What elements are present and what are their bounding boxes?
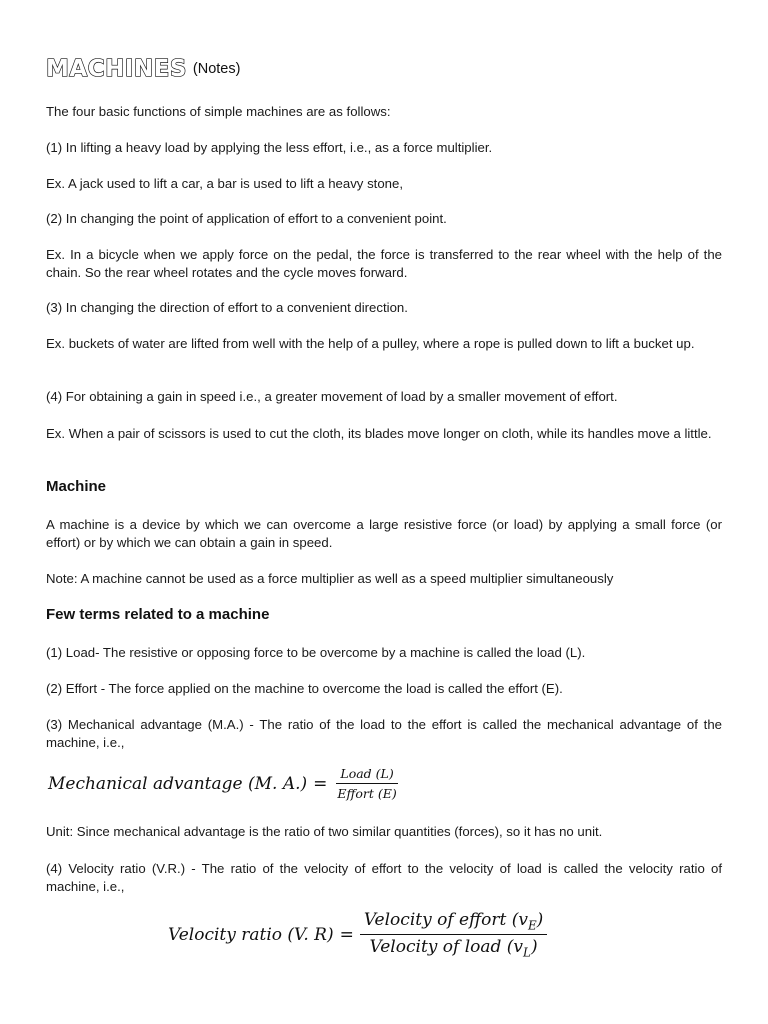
vr-formula-denominator [366, 935, 542, 959]
vr-denominator-close: ) [530, 937, 538, 958]
term-mechanical-advantage: (3) Mechanical advantage (M.A.) - The ratio of the load to the effort is called the mechanical advantage of the machine, i.e., [46, 717, 722, 750]
page-title [46, 54, 240, 84]
ma-unit-note: Unit: Since mechanical advantage is the ratio of two similar quantities (forces), so it has no unit. [46, 824, 603, 839]
function-4-example: Ex. When a pair of scissors is used to cut the cloth, its blades move longer on cloth, while its handles move a little. [46, 426, 712, 441]
vr-formula-numerator [360, 910, 547, 935]
term-load: (1) Load- The resistive or opposing force to be overcome by a machine is called the load (L). [46, 645, 586, 660]
term-effort: (2) Effort - The force applied on the machine to overcome the load is called the effort (E). [46, 681, 563, 696]
ma-formula-lhs: Mechanical advantage (M. A.) [48, 773, 308, 794]
term-velocity-ratio: (4) Velocity ratio (V.R.) - The ratio of the velocity of effort to the velocity of load is called the velocity ratio of machine, i.e., [46, 861, 722, 894]
machine-note: Note: A machine cannot be used as a force multiplier as well as a speed multiplier simultaneously [46, 571, 614, 586]
ma-formula-denominator: Effort (E) [337, 786, 397, 801]
machine-definition: A machine is a device by which we can overcome a large resistive force (or load) by applying a small force (or effort) or by which we can obtain a gain in speed. [46, 517, 722, 550]
vr-formula-equals: = [339, 924, 354, 945]
function-3: (3) In changing the direction of effort to a convenient direction. [46, 300, 408, 315]
function-4: (4) For obtaining a gain in speed i.e., a greater movement of load by a smaller movement of effort. [46, 389, 618, 404]
function-1-example: Ex. A jack used to lift a car, a bar is used to lift a heavy stone, [46, 176, 403, 191]
function-3-example: Ex. buckets of water are lifted from well with the help of a pulley, where a rope is pulled down to lift a bucket up. [46, 336, 695, 351]
ma-formula-numerator: Load (L) [336, 766, 397, 784]
vr-numerator-subscript: E [527, 918, 537, 933]
intro-paragraph: The four basic functions of simple machines are as follows: [46, 104, 391, 119]
mechanical-advantage-formula [48, 766, 401, 801]
function-2: (2) In changing the point of application of effort to a convenient point. [46, 211, 447, 226]
velocity-ratio-formula [168, 910, 547, 960]
function-1: (1) In lifting a heavy load by applying the less effort, i.e., as a force multiplier. [46, 140, 493, 155]
vr-denominator-subscript: L [523, 945, 531, 960]
heading-machine: Machine [46, 478, 107, 495]
vr-formula-lhs: Velocity ratio (V. R) [168, 924, 334, 945]
function-2-example: Ex. In a bicycle when we apply force on the pedal, the force is transferred to the rear wheel with the help of the chain. So the rear wheel rotates and the cycle moves forward. [46, 247, 722, 280]
heading-terms: Few terms related to a machine [46, 606, 270, 623]
ma-formula-equals: = [313, 773, 328, 794]
title-main: MACHINES [46, 55, 187, 82]
vr-numerator-text: Velocity of effort (v [363, 910, 528, 930]
vr-formula-fraction [360, 910, 547, 960]
title-sub: (Notes) [192, 61, 241, 77]
vr-numerator-close: ) [536, 910, 544, 930]
ma-formula-fraction [333, 766, 400, 801]
vr-denominator-text: Velocity of load (v [369, 937, 524, 958]
